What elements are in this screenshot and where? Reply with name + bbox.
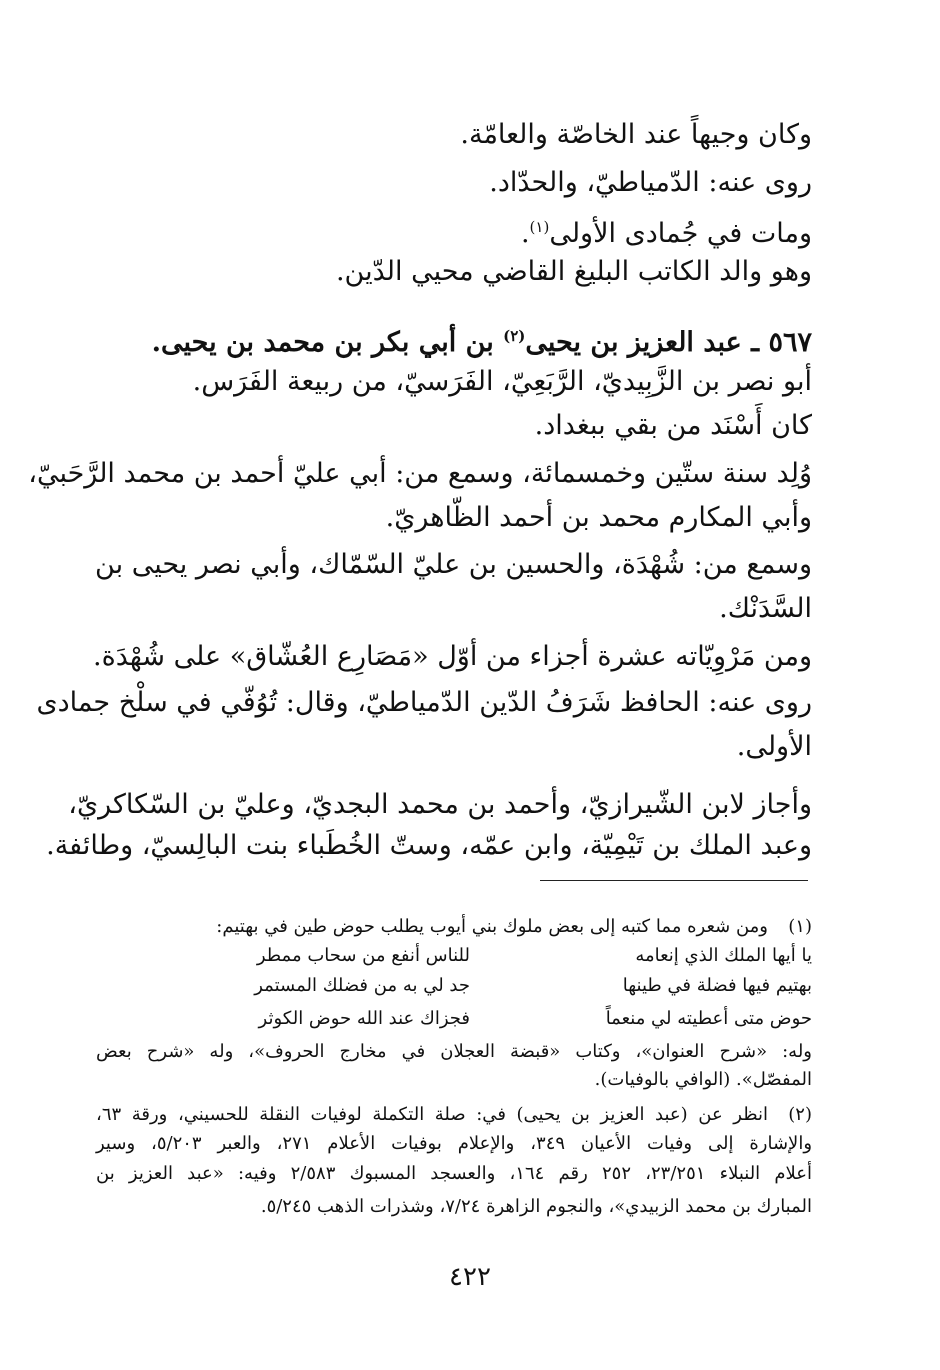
footnote-text: وله: «شرح العنوان»، وكتاب «قبضة العجلان في مخارج الحروف»، وله «شرح بعض <box>96 1041 813 1062</box>
footnote-separator <box>540 880 808 881</box>
text-line: روى عنه: الحافظ شَرَفُ الدّين الدّمياطيّ، وقال: تُوُفّي في سلْخ جمادى <box>36 687 812 718</box>
footnote-number: (١) <box>788 916 812 937</box>
footnote-1-intro <box>216 913 812 941</box>
text-line: وهو والد الكاتب البليغ القاضي محيي الدّين. <box>335 256 812 287</box>
text-segment: . <box>520 218 530 249</box>
entry-heading <box>152 316 812 363</box>
text-line: الأولى. <box>736 731 812 762</box>
text-line: روى عنه: الدّمياطيّ، والحدّاد. <box>489 167 812 198</box>
footnote-text: والإشارة إلى وفيات الأعيان ٣٤٩، والإعلام بوفيات الأعلام ٢٧١، والعبر ٥/٢٠٣، وسير <box>96 1133 813 1154</box>
footnote-number: (٢) <box>788 1104 812 1125</box>
entry-title-rest: بن أبي بكر بن محمد بن يحيى. <box>151 327 504 358</box>
entry-title: ٥٦٧ ـ عبد العزيز بن يحيى <box>525 327 812 358</box>
text-line: وكان وجيهاً عند الخاصّة والعامّة. <box>460 119 812 150</box>
footnote-2 <box>96 1101 812 1129</box>
footnote-reference[interactable]: (٢) <box>503 327 526 345</box>
verse-hemistich: للناس أنفع من سحاب ممطر <box>256 945 470 966</box>
text-line: وأجاز لابن الشّيرازيّ، وأحمد بن محمد البجديّ، وعليّ بن السّكاكريّ، <box>68 789 812 820</box>
footnote-text: انظر عن (عبد العزيز بن يحيى) في: صلة التكملة لوفيات النقلة للحسيني، ورقة ٦٣، <box>96 1104 768 1125</box>
text-line: أبو نصر بن الزَّبِيديّ، الرَّبَعِيّ، الفَرَسيّ، من ربيعة الفَرَس. <box>192 366 812 397</box>
text-line: وعبد الملك بن تَيْمِيّة، وابن عمّه، وستّ الخُطَباء بنت البالِسيّ، وطائفة. <box>46 830 812 861</box>
verse-hemistich: بهتيم فيها فضلة في طينها <box>622 975 812 996</box>
text-line <box>521 207 812 254</box>
text-line: وُلِد سنة ستّين وخمسمائة، وسمع من: أبي عليّ أحمد بن محمد الرَّحَبيّ، <box>28 458 812 489</box>
verse-hemistich: حوض متى أعطيته لي منعماً <box>605 1008 812 1029</box>
verse-hemistich: يا أيها الملك الذي إنعامه <box>635 945 812 966</box>
page-number: ٤٢٢ <box>449 1262 491 1292</box>
footnote-text: المفصّل». (الوافي بالوفيات). <box>594 1069 812 1090</box>
footnote-text: أعلام النبلاء ٢٣/٢٥١، ٢٥٢ رقم ١٦٤، والعسجد المسبوك ٢/٥٨٣ وفيه: «عبد العزيز بن <box>96 1163 812 1184</box>
text-line: كان أَسْنَد من بقي ببغداد. <box>534 410 812 441</box>
text-line: السَّدَنْك. <box>719 593 812 624</box>
text-line: وسمع من: شُهْدَة، والحسين بن عليّ السّمّاك، وأبي نصر يحيى بن <box>95 549 812 580</box>
verse-hemistich: فجزاك عند الله حوض الكوثر <box>258 1008 470 1029</box>
text-segment: ومات في جُمادى الأولى <box>549 218 812 249</box>
footnote-reference[interactable]: (١) <box>529 218 550 236</box>
verse-hemistich: جد لي به من فضلك المستمر <box>254 975 470 996</box>
text-line: وأبي المكارم محمد بن أحمد الظّاهريّ. <box>385 502 812 533</box>
footnote-text: المبارك بن محمد الزبيدي»، والنجوم الزاهرة ٧/٢٤، وشذرات الذهب ٥/٢٤٥. <box>260 1196 812 1217</box>
text-line: ومن مَرْوِيّاته عشرة أجزاء من أوّل «مَصَارِع العُشّاق» على شُهْدَة. <box>93 641 812 672</box>
footnote-text: ومن شعره مما كتبه إلى بعض ملوك بني أيوب يطلب حوض طين في بهتيم: <box>216 916 768 937</box>
